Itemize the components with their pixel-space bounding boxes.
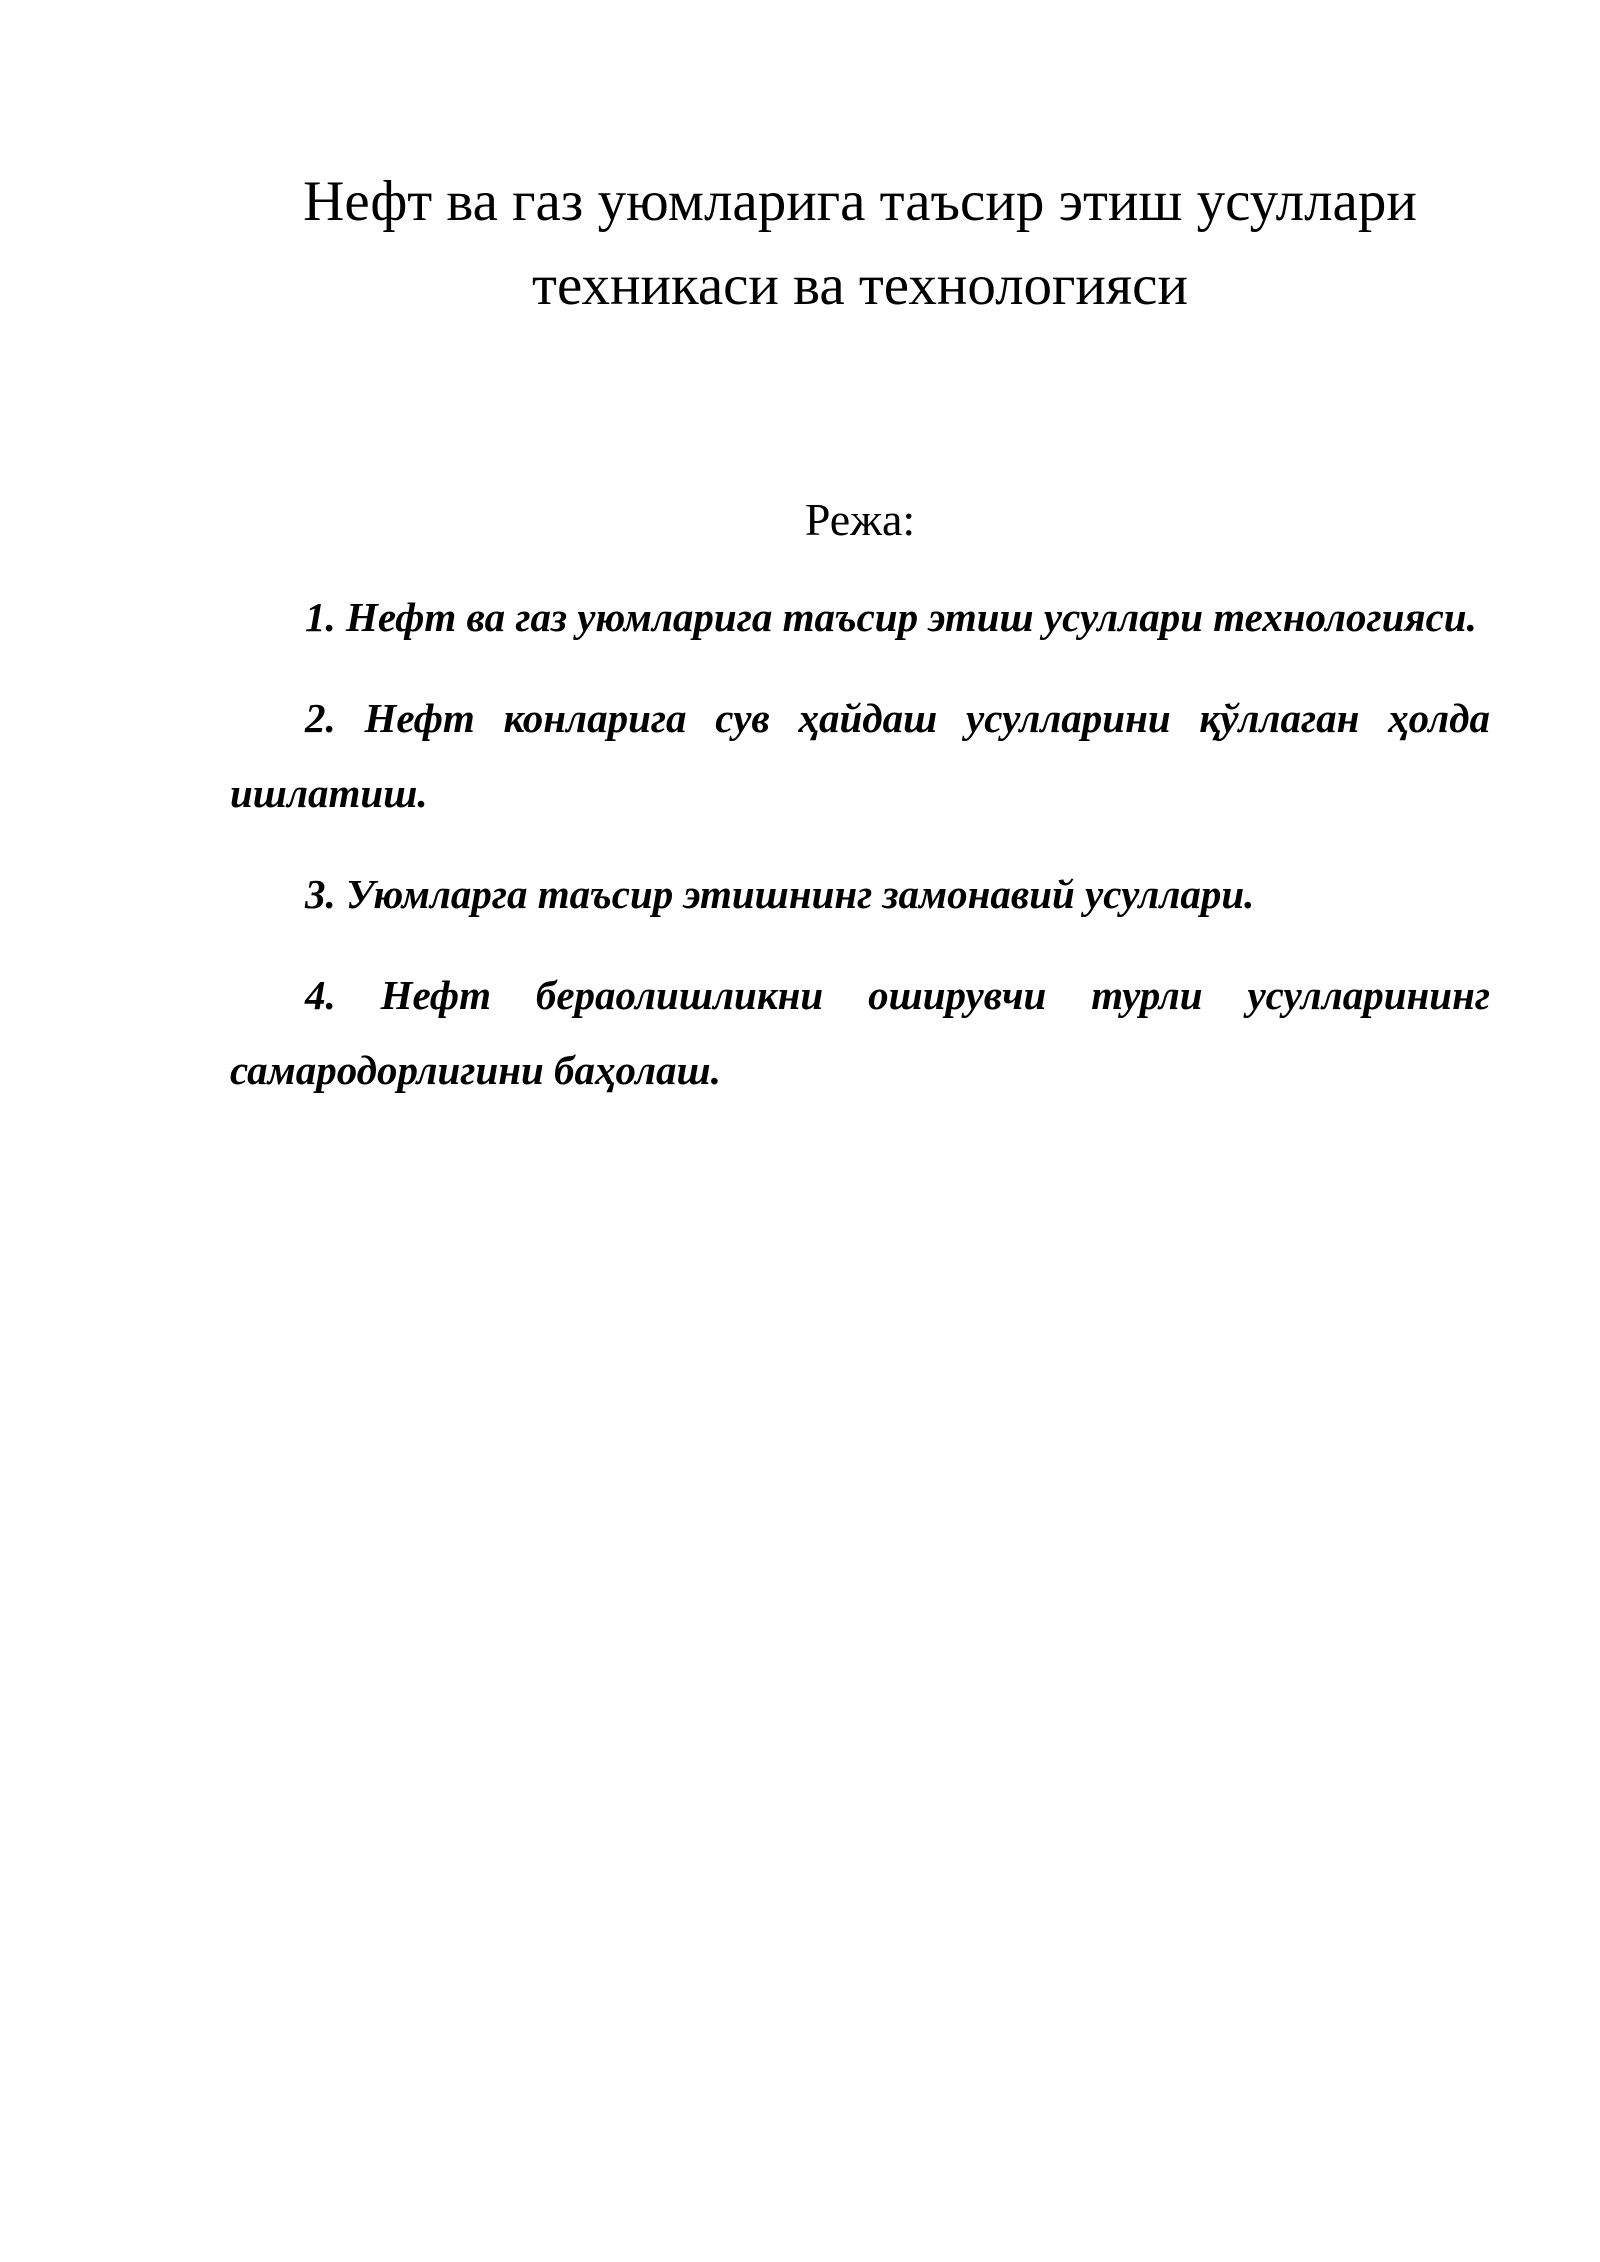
plan-item-1: 1. Нефт ва газ уюмларига таъсир этиш усуллари технологияси. <box>305 594 1477 640</box>
plan-item-3: 3. Уюмларга таъсир этишнинг замонавий усуллари. <box>305 871 1255 917</box>
plan-heading: Режа: <box>804 494 916 545</box>
plan-item-4: 4. Нефт бераолишликни оширувчи турли усулларининг самародорлигини баҳолаш. <box>230 972 1490 1093</box>
document-title <box>230 160 1490 328</box>
plan-item-2: 2. Нефт конларига сув ҳайдаш усулларини қўллаган ҳолда ишлатиш. <box>230 695 1490 816</box>
document-title-line-2: техникаси ва технологияси <box>532 254 1188 317</box>
document-title-line-1: Нефт ва газ уюмларига таъсир этиш усуллари <box>303 170 1417 233</box>
plan-list <box>230 580 1490 1134</box>
